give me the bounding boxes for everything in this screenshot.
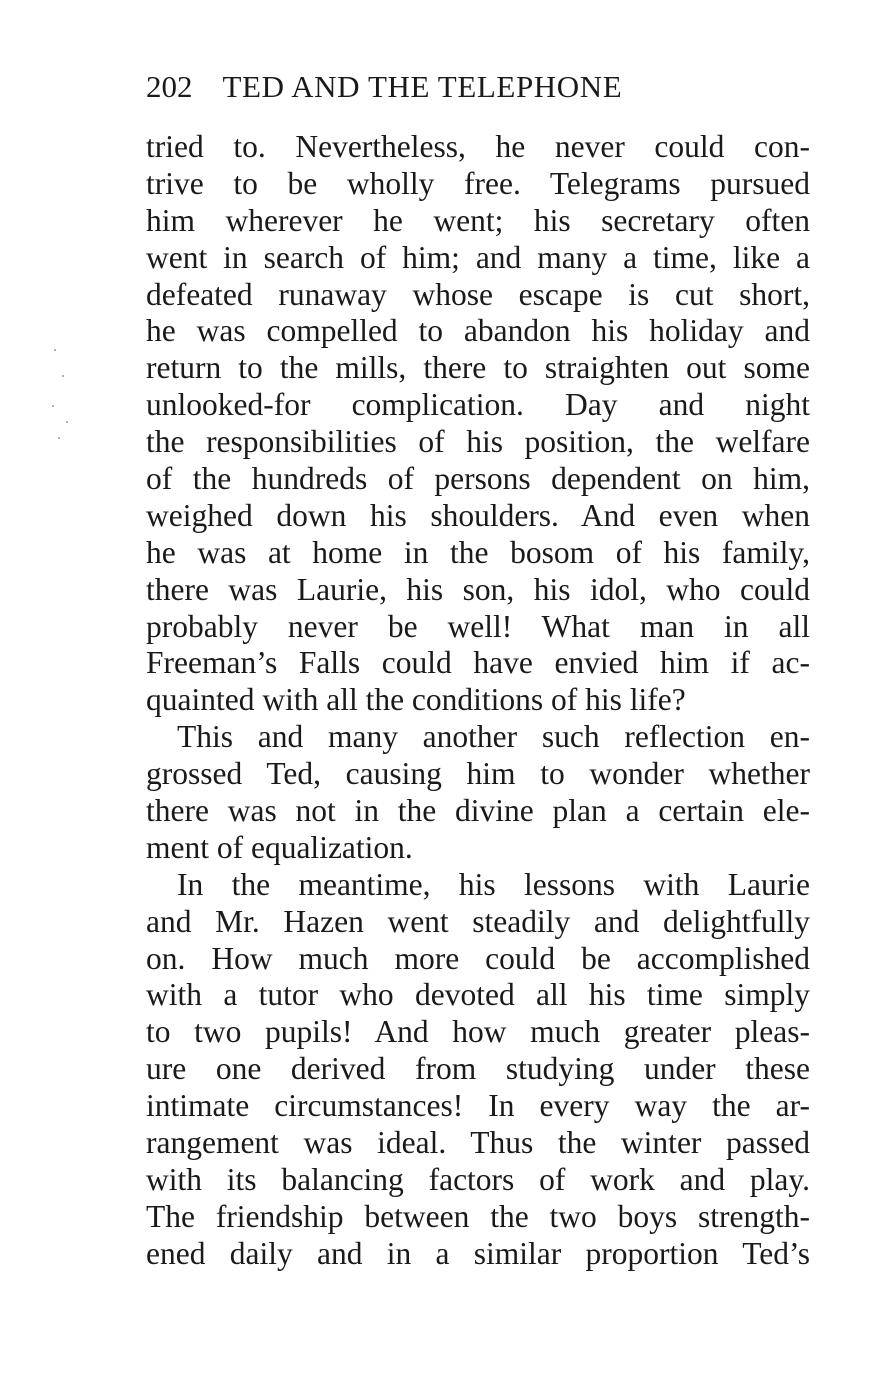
- margin-specks: [48, 345, 88, 445]
- text-line: with a tutor who devoted all his time simply: [146, 977, 810, 1013]
- text-line: the responsibilities of his position, the welfare: [146, 424, 810, 460]
- body-text: [146, 129, 810, 1273]
- running-title: TED AND THE TELEPHONE: [222, 69, 623, 104]
- text-line: weighed down his shoulders. And even when: [146, 497, 810, 533]
- text-line: with its balancing factors of work and play.: [146, 1161, 810, 1197]
- text-line: The friendship between the two boys strength-: [146, 1198, 810, 1234]
- text-line: to two pupils! And how much greater pleas-: [146, 1014, 810, 1050]
- text-line: This and many another such reflection en-: [177, 719, 810, 755]
- text-line: ure one derived from studying under these: [146, 1051, 810, 1087]
- text-line: he was compelled to abandon his holiday and: [146, 313, 810, 349]
- running-head: [146, 62, 810, 112]
- text-line: went in search of him; and many a time, like a: [146, 239, 810, 275]
- text-line: trive to be wholly free. Telegrams pursued: [146, 165, 810, 201]
- text-line: unlooked-for complication. Day and night: [146, 387, 810, 423]
- text-line: Freeman’s Falls could have envied him if ac-: [146, 645, 810, 681]
- text-line: him wherever he went; his secretary often: [146, 202, 810, 238]
- text-line: ened daily and in a similar proportion Ted’s: [146, 1235, 810, 1271]
- text-line: there was not in the divine plan a certain ele-: [146, 793, 810, 829]
- text-line: quainted with all the conditions of his life?: [146, 682, 686, 718]
- text-line: and Mr. Hazen went steadily and delightfully: [146, 903, 810, 939]
- text-line: intimate circumstances! In every way the ar-: [146, 1088, 810, 1124]
- text-line: of the hundreds of persons dependent on him,: [146, 461, 810, 497]
- text-line: probably never be well! What man in all: [146, 608, 810, 644]
- page-number: 202: [146, 69, 193, 104]
- text-line: return to the mills, there to straighten out some: [146, 350, 810, 386]
- text-line: ment of equalization.: [146, 829, 413, 865]
- text-line: he was at home in the bosom of his family,: [146, 534, 810, 570]
- text-line: there was Laurie, his son, his idol, who could: [146, 571, 810, 607]
- text-line: defeated runaway whose escape is cut short,: [146, 276, 810, 312]
- text-line: on. How much more could be accomplished: [146, 940, 810, 976]
- text-line: tried to. Nevertheless, he never could con-: [146, 129, 810, 164]
- text-line: grossed Ted, causing him to wonder whether: [146, 756, 810, 792]
- text-line: rangement was ideal. Thus the winter passed: [146, 1125, 810, 1161]
- text-line: In the meantime, his lessons with Laurie: [177, 866, 810, 902]
